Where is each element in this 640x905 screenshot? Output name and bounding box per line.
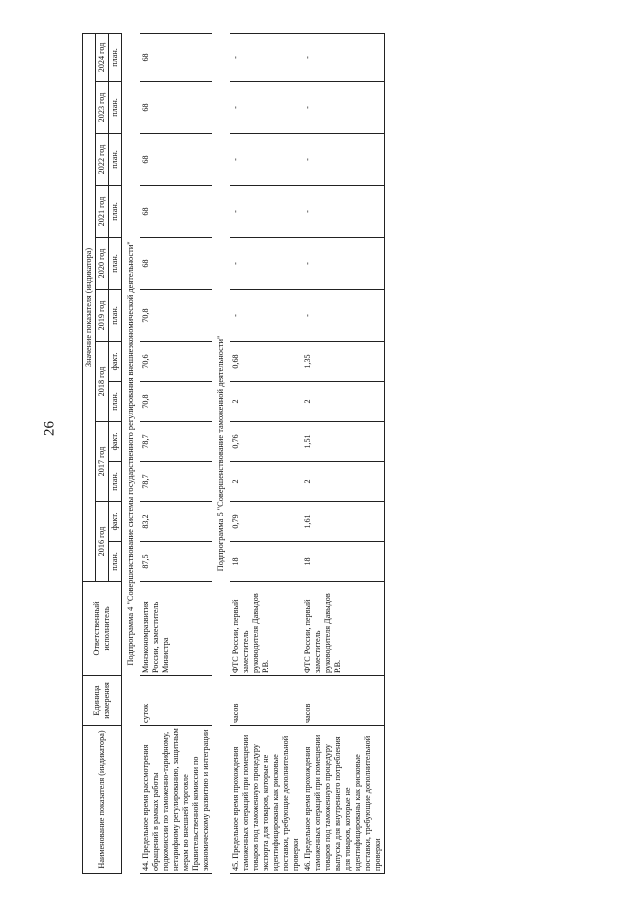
executor-cell: ФТС России, первый заместитель руководителя Давыдов Р.В. bbox=[230, 582, 302, 676]
value-cell: 83,2 bbox=[140, 502, 212, 542]
indicator-text: Предельное время прохождения таможенных операций при помещении товаров под таможенную процедуру экспорта для товаров, которые не идентифицированы как рисковые поставки, требующие дополнительной проверки bbox=[231, 734, 300, 871]
value-cell: - bbox=[302, 186, 385, 238]
value-cell: - bbox=[302, 134, 385, 186]
value-cell: 1,61 bbox=[302, 502, 385, 542]
value-cell: 78,7 bbox=[140, 462, 212, 502]
header-year-2021: 2021 год bbox=[96, 186, 109, 238]
header-year-2022: 2022 год bbox=[96, 134, 109, 186]
unit-cell: часов bbox=[230, 676, 302, 726]
value-cell: 68 bbox=[140, 134, 212, 186]
header-plan: план. bbox=[109, 382, 122, 422]
table-row bbox=[302, 33, 385, 873]
value-cell: 0,76 bbox=[230, 422, 302, 462]
header-year-2019: 2019 год bbox=[96, 290, 109, 342]
value-cell: 2 bbox=[302, 382, 385, 422]
value-cell: 2 bbox=[302, 462, 385, 502]
header-unit: Единица измерения bbox=[83, 676, 122, 726]
value-cell: - bbox=[230, 186, 302, 238]
value-cell: 1,35 bbox=[302, 342, 385, 382]
subprogram-5-heading: Подпрограмма 5 "Совершенствование таможенной деятельности" bbox=[216, 335, 225, 572]
value-cell: 18 bbox=[230, 542, 302, 582]
indicator-name bbox=[302, 726, 385, 874]
header-executor: Ответственный исполнитель bbox=[83, 582, 122, 676]
unit-cell: часов bbox=[302, 676, 385, 726]
value-cell: - bbox=[302, 82, 385, 134]
indicator-text: Предельное время рассмотрения обращений в рамках работы подкомиссии по таможенно-тарифному, нетарифному регулированию, защитным мерам во внешней торговле Правительственной комиссии по экономическому развитию и интеграции bbox=[141, 728, 210, 871]
indicator-name bbox=[230, 726, 302, 874]
header-year-2020: 2020 год bbox=[96, 238, 109, 290]
header-year-2016: 2016 год bbox=[96, 502, 109, 582]
header-value-group: Значение показателя (индикатора) bbox=[83, 33, 96, 581]
header-fact: факт. bbox=[109, 422, 122, 462]
header-plan: план. bbox=[109, 290, 122, 342]
value-cell: 0,68 bbox=[230, 342, 302, 382]
header-year-2023: 2023 год bbox=[96, 82, 109, 134]
value-cell: 70,6 bbox=[140, 342, 212, 382]
value-cell: 68 bbox=[140, 33, 212, 81]
header-year-2017: 2017 год bbox=[96, 422, 109, 502]
indicator-text: Предельное время прохождения таможенных операций при помещении товаров под таможенную процедуру выпуска для внутреннего потребления для товаров, которые не идентифицированы как рисковые поставки, требующие дополнительной проверки bbox=[303, 734, 382, 871]
header-plan: план. bbox=[109, 462, 122, 502]
value-cell: - bbox=[230, 134, 302, 186]
value-cell: 68 bbox=[140, 82, 212, 134]
row-number: 46. bbox=[303, 860, 312, 871]
value-cell: 2 bbox=[230, 462, 302, 502]
value-cell: - bbox=[302, 33, 385, 81]
header-plan: план. bbox=[109, 134, 122, 186]
table-row bbox=[230, 33, 302, 873]
unit-cell: суток bbox=[140, 676, 212, 726]
value-cell: 68 bbox=[140, 238, 212, 290]
value-cell: - bbox=[230, 238, 302, 290]
value-cell: - bbox=[230, 290, 302, 342]
header-plan: план. bbox=[109, 82, 122, 134]
value-cell: 1,51 bbox=[302, 422, 385, 462]
value-cell: 70,8 bbox=[140, 290, 212, 342]
header-plan: план. bbox=[109, 33, 122, 81]
header-fact: факт. bbox=[109, 342, 122, 382]
header-plan: план. bbox=[109, 186, 122, 238]
indicator-name bbox=[140, 726, 212, 874]
header-fact: факт. bbox=[109, 502, 122, 542]
value-cell: 18 bbox=[302, 542, 385, 582]
row-number: 45. bbox=[231, 860, 240, 871]
row-number: 44. bbox=[141, 860, 150, 871]
value-cell: 2 bbox=[230, 382, 302, 422]
header-plan: план. bbox=[109, 542, 122, 582]
header-year-2024: 2024 год bbox=[96, 33, 109, 81]
value-cell: 0,79 bbox=[230, 502, 302, 542]
value-cell: - bbox=[230, 33, 302, 81]
header-plan: план. bbox=[109, 238, 122, 290]
value-cell: 78,7 bbox=[140, 422, 212, 462]
header-name: Наименование показателя (индикатора) bbox=[83, 726, 122, 874]
table-row bbox=[140, 33, 212, 873]
header-year-2018: 2018 год bbox=[96, 342, 109, 422]
page-number: 26 bbox=[41, 421, 58, 436]
value-cell: 70,8 bbox=[140, 382, 212, 422]
value-cell: - bbox=[230, 82, 302, 134]
value-cell: 68 bbox=[140, 186, 212, 238]
value-cell: 87,5 bbox=[140, 542, 212, 582]
subprogram-4-heading: Подпрограмма 4 "Совершенствование системы государственного регулирования внешнеэкономической деятельности" bbox=[126, 241, 135, 666]
executor-cell: ФТС России, первый заместитель руководителя Давыдов Р.В. bbox=[302, 582, 385, 676]
rotated-table-container bbox=[82, 34, 532, 874]
value-cell: - bbox=[302, 238, 385, 290]
indicators-table bbox=[82, 33, 385, 874]
value-cell: - bbox=[302, 290, 385, 342]
executor-cell: Минэкономразвития России, заместитель Министра bbox=[140, 582, 212, 676]
